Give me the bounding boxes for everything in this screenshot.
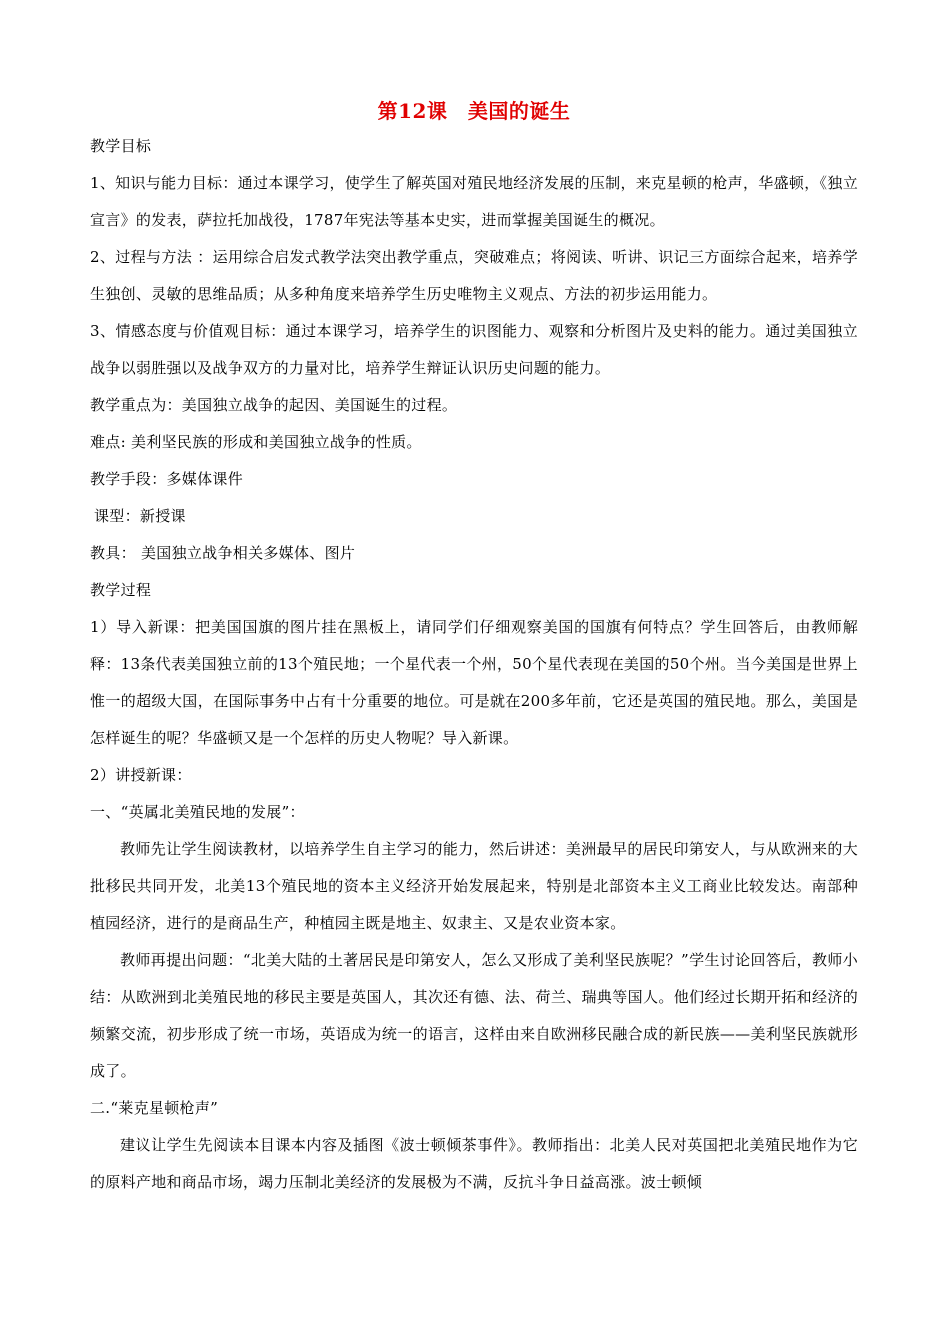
lesson-type: 课型：新授课 bbox=[94, 507, 186, 525]
teaching-key-points: 教学重点为：美国独立战争的起因、美国诞生的过程。 bbox=[90, 396, 458, 414]
objective-attitude-values: 3、情感态度与价值观目标：通过本课学习，培养学生的识图能力、观察和分析图片及史料的能力。通过美国独立战争以弱胜强以及战争双方的力量对比，培养学生辩证认识历史问题的能力。 bbox=[90, 322, 858, 377]
teaching-means: 教学手段：多媒体课件 bbox=[90, 470, 244, 488]
objective-process-method: 2、过程与方法 ：运用综合启发式教学法突出教学重点，突破难点；将阅读、听讲、识记三方面综合起来，培养学生独创、灵敏的思维品质；从多种角度来培养学生历史唯物主义观点、方法的初步运用能力。 bbox=[90, 248, 858, 303]
step-introduction: 1）导入新课：把美国国旗的图片挂在黑板上，请同学们仔细观察美国的国旗有何特点？学生回答后，由教师解释：13条代表美国独立前的13个殖民地；一个星代表一个州，50个星代表现在美国的50个州。当今美国是世界上惟一的超级大国，在国际事务中占有十分重要的地位。可是就在200多年前，它还是英国的殖民地。那么，美国是怎样诞生的呢？华盛顿又是一个怎样的历史人物呢？导入新课。 bbox=[90, 618, 858, 747]
body-paragraph-colonies: 教师先让学生阅读教材，以培养学生自主学习的能力，然后讲述：美洲最早的居民印第安人，与从欧洲来的大批移民共同开发，北美13个殖民地的资本主义经济开始发展起来，特别是北部资本主义工商业比较发达。南部种植园经济，进行的是商品生产，种植园主既是地主、奴隶主、又是农业资本家。 bbox=[90, 840, 858, 932]
subsection-heading-colonies: 一、“英属北美殖民地的发展”： bbox=[90, 803, 305, 821]
step-new-lesson: 2）讲授新课： bbox=[90, 766, 192, 784]
section-heading-process: 教学过程 bbox=[90, 581, 152, 599]
objective-knowledge: 1、知识与能力目标：通过本课学习，使学生了解英国对殖民地经济发展的压制，来克星顿的枪声，华盛顿，《独立宣言》的发表，萨拉托加战役，1787年宪法等基本史实，进而掌握美国诞生的概况。 bbox=[90, 174, 858, 229]
page-title: 第12课 美国的诞生 bbox=[377, 99, 571, 123]
teaching-aids: 教具： 美国独立战争相关多媒体、图片 bbox=[90, 544, 356, 562]
body-paragraph-nation-formation: 教师再提出问题：“北美大陆的土著居民是印第安人，怎么又形成了美利坚民族呢？”学生讨论回答后，教师小结：从欧洲到北美殖民地的移民主要是英国人，其次还有德、法、荷兰、瑞典等国人。他们经过长期开拓和经济的频繁交流，初步形成了统一市场，英语成为统一的语言，这样由来自欧洲移民融合成的新民族——美利坚民族就形成了。 bbox=[90, 951, 858, 1080]
section-heading-objectives: 教学目标 bbox=[90, 137, 152, 155]
subsection-heading-lexington: 二.“莱克星顿枪声” bbox=[90, 1099, 219, 1117]
body-paragraph-lexington: 建议让学生先阅读本目课本内容及插图《波士顿倾茶事件》。教师指出：北美人民对英国把北美殖民地作为它的原料产地和商品市场，竭力压制北美经济的发展极为不满，反抗斗争日益高涨。波士顿倾 bbox=[90, 1136, 858, 1191]
teaching-difficulties: 难点: 美利坚民族的形成和美国独立战争的性质。 bbox=[90, 433, 422, 451]
